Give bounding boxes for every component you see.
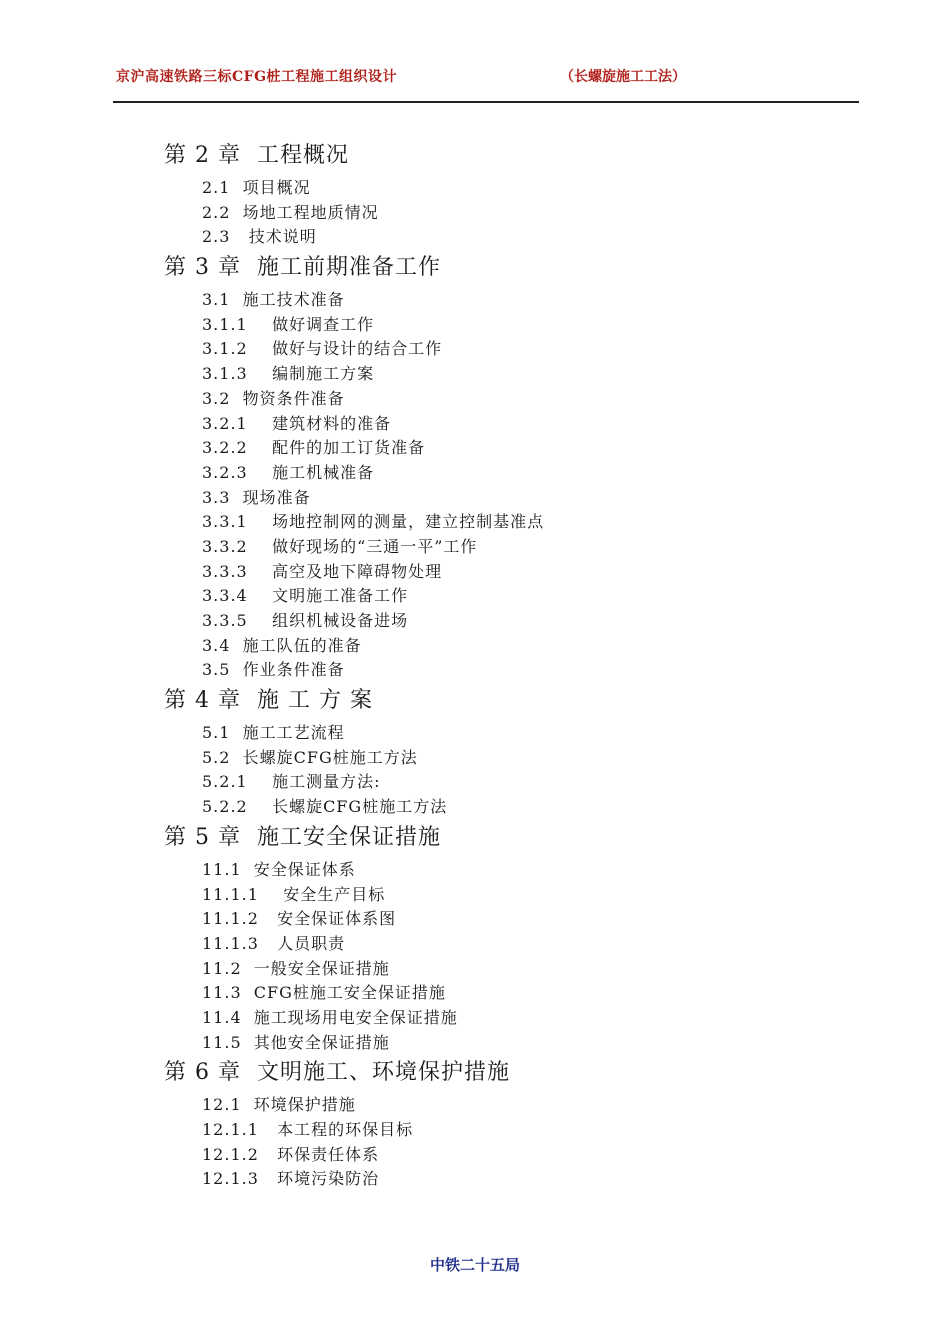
toc-entry-title: 本工程的环保目标: [271, 1120, 414, 1139]
toc-entry: [202, 412, 950, 437]
toc-entry-number: 11.5: [202, 1032, 242, 1052]
toc-entry: [202, 1093, 950, 1118]
toc-entry: [202, 1143, 950, 1168]
toc-entry-number: 3.2.3: [202, 462, 248, 482]
toc-entry: [202, 883, 950, 908]
toc-entry-number: 3.1.3: [202, 364, 248, 384]
toc-entry-title: 场地工程地质情况: [242, 202, 379, 222]
toc-entry: [202, 535, 950, 560]
toc-entry-title: 长螺旋CFG桩施工方法: [259, 797, 448, 817]
toc-entry-number: 5.1: [202, 723, 231, 743]
toc-entry: [202, 176, 950, 201]
toc-entry: [202, 957, 950, 982]
toc-entry-number: 3.3.3: [202, 561, 248, 581]
toc-entry-title: 场地控制网的测量，建立控制基准点: [259, 512, 545, 532]
toc-entry-title: 技术说明: [242, 227, 317, 247]
toc-entry: [202, 461, 950, 486]
toc-entry: [202, 981, 950, 1006]
toc-entry-number: 11.3: [202, 983, 242, 1003]
toc-entry-number: 3.4: [202, 635, 231, 655]
toc-entry-number: 3.2.2: [202, 438, 248, 458]
toc-entry-title: 配件的加工订货准备: [259, 438, 426, 458]
toc-entry-number: 3.2: [202, 388, 231, 408]
toc-entry-title: CFG桩施工安全保证措施: [253, 983, 446, 1003]
toc-entry-number: 2.3: [202, 227, 231, 247]
toc-entry: [202, 560, 950, 585]
toc-chapter-heading: 第 5 章 施工安全保证措施: [164, 824, 441, 850]
toc-entry-title: 一般安全保证措施: [253, 958, 390, 978]
toc-entry-title: 做好现场的“三通一平”工作: [259, 536, 478, 556]
toc-entry-title: 长螺旋CFG桩施工方法: [242, 747, 418, 767]
toc-entry-title: 编制施工方案: [259, 364, 375, 384]
toc-chapter-heading: 第 2 章 工程概况: [164, 143, 349, 168]
toc-entry: [202, 858, 950, 883]
toc-entry-title: 项目概况: [242, 178, 311, 197]
toc-entry-number: 5.2: [202, 747, 231, 767]
toc-entry: [202, 486, 950, 511]
toc-chapter-heading: 第 4 章 施 工 方 案: [164, 688, 373, 714]
toc-entry-title: 人员职责: [271, 933, 346, 953]
toc-entry: [202, 907, 950, 932]
toc-entry-title: 做好与设计的结合工作: [259, 339, 443, 359]
toc-entry-title: 建筑材料的准备: [259, 413, 392, 433]
toc-entry-number: 3.3.1: [202, 512, 248, 532]
footer-company: 中铁二十五局: [429, 1256, 520, 1274]
toc-entry: [202, 770, 950, 795]
toc-entry-number: 3.1: [202, 290, 231, 310]
table-of-contents: [0, 138, 950, 1192]
toc-entry-number: 11.1: [202, 859, 242, 879]
toc-entry-title: 施工测量方法:: [259, 772, 381, 792]
toc-entry: [202, 746, 950, 771]
toc-entry-number: 11.1.1: [202, 884, 259, 904]
toc-entry-title: 其他安全保证措施: [253, 1032, 390, 1052]
toc-entry: [202, 201, 950, 226]
toc-entry-number: 11.4: [202, 1007, 242, 1027]
toc-entry-number: 2.1: [202, 178, 231, 197]
toc-entry-title: 文明施工准备工作: [259, 586, 409, 606]
toc-entry: [202, 658, 950, 683]
toc-entry-number: 11.2: [202, 958, 242, 978]
toc-entry-title: 物资条件准备: [242, 388, 345, 408]
toc-chapter-heading: 第 6 章 文明施工、环境保护措施: [164, 1060, 510, 1086]
toc-entry-title: 施工现场用电安全保证措施: [253, 1007, 458, 1027]
toc-entry: [202, 225, 950, 250]
toc-entry-number: 12.1.2: [202, 1144, 259, 1164]
toc-entry: [202, 436, 950, 461]
toc-entry-number: 12.1: [202, 1095, 242, 1115]
toc-entry-number: 3.1.1: [202, 314, 248, 334]
toc-entry-title: 施工机械准备: [259, 462, 375, 482]
toc-entry: [202, 387, 950, 412]
toc-entry-title: 施工队伍的准备: [242, 635, 362, 655]
toc-entry: [202, 932, 950, 957]
toc-entry-number: 3.3: [202, 487, 231, 507]
toc-entry: [202, 510, 950, 535]
toc-entry-title: 安全保证体系: [253, 859, 356, 879]
toc-entry-title: 组织机械设备进场: [259, 611, 409, 630]
header-divider: [113, 101, 859, 103]
toc-entry-title: 环保责任体系: [271, 1144, 380, 1164]
toc-entry-number: 12.1.3: [202, 1169, 259, 1189]
toc-entry-number: 3.1.2: [202, 339, 248, 359]
toc-entry-number: 3.3.2: [202, 536, 248, 556]
toc-entry-title: 施工技术准备: [242, 290, 345, 310]
toc-chapter-heading: 第 3 章 施工前期准备工作: [164, 255, 441, 281]
toc-entry-title: 高空及地下障碍物处理: [259, 561, 443, 581]
toc-entry-number: 3.5: [202, 660, 231, 680]
toc-entry-title: 作业条件准备: [242, 660, 345, 680]
toc-entry-number: 3.2.1: [202, 413, 248, 433]
toc-entry: [202, 795, 950, 820]
toc-entry: [202, 362, 950, 387]
toc-entry-title: 现场准备: [242, 487, 311, 507]
toc-entry: [202, 1006, 950, 1031]
toc-entry-title: 安全生产目标: [271, 884, 386, 904]
toc-entry: [202, 1031, 950, 1056]
toc-entry-number: 3.3.5: [202, 611, 248, 630]
toc-entry-title: 环境保护措施: [253, 1095, 356, 1115]
toc-entry-title: 安全保证体系图: [271, 909, 397, 929]
toc-entry-number: 12.1.1: [202, 1120, 259, 1139]
toc-entry-title: 做好调查工作: [259, 314, 375, 334]
header-method-label: （长螺旋施工工法）: [560, 69, 686, 85]
toc-entry-number: 2.2: [202, 202, 231, 222]
toc-entry: [202, 721, 950, 746]
toc-entry-title: 施工工艺流程: [242, 723, 345, 743]
toc-entry: [202, 1118, 950, 1143]
toc-entry: [202, 609, 950, 634]
header-document-title: 京沪高速铁路三标CFG桩工程施工组织设计: [116, 69, 398, 85]
toc-entry: [202, 634, 950, 659]
toc-entry: [202, 288, 950, 313]
toc-entry-title: 环境污染防治: [271, 1169, 380, 1189]
toc-entry-number: 5.2.1: [202, 772, 248, 792]
toc-entry-number: 11.1.2: [202, 909, 259, 929]
toc-entry: [202, 313, 950, 338]
toc-entry: [202, 337, 950, 362]
toc-entry-number: 5.2.2: [202, 797, 248, 817]
toc-entry-number: 3.3.4: [202, 586, 248, 606]
toc-entry: [202, 584, 950, 609]
toc-entry-number: 11.1.3: [202, 933, 259, 953]
toc-entry: [202, 1167, 950, 1192]
